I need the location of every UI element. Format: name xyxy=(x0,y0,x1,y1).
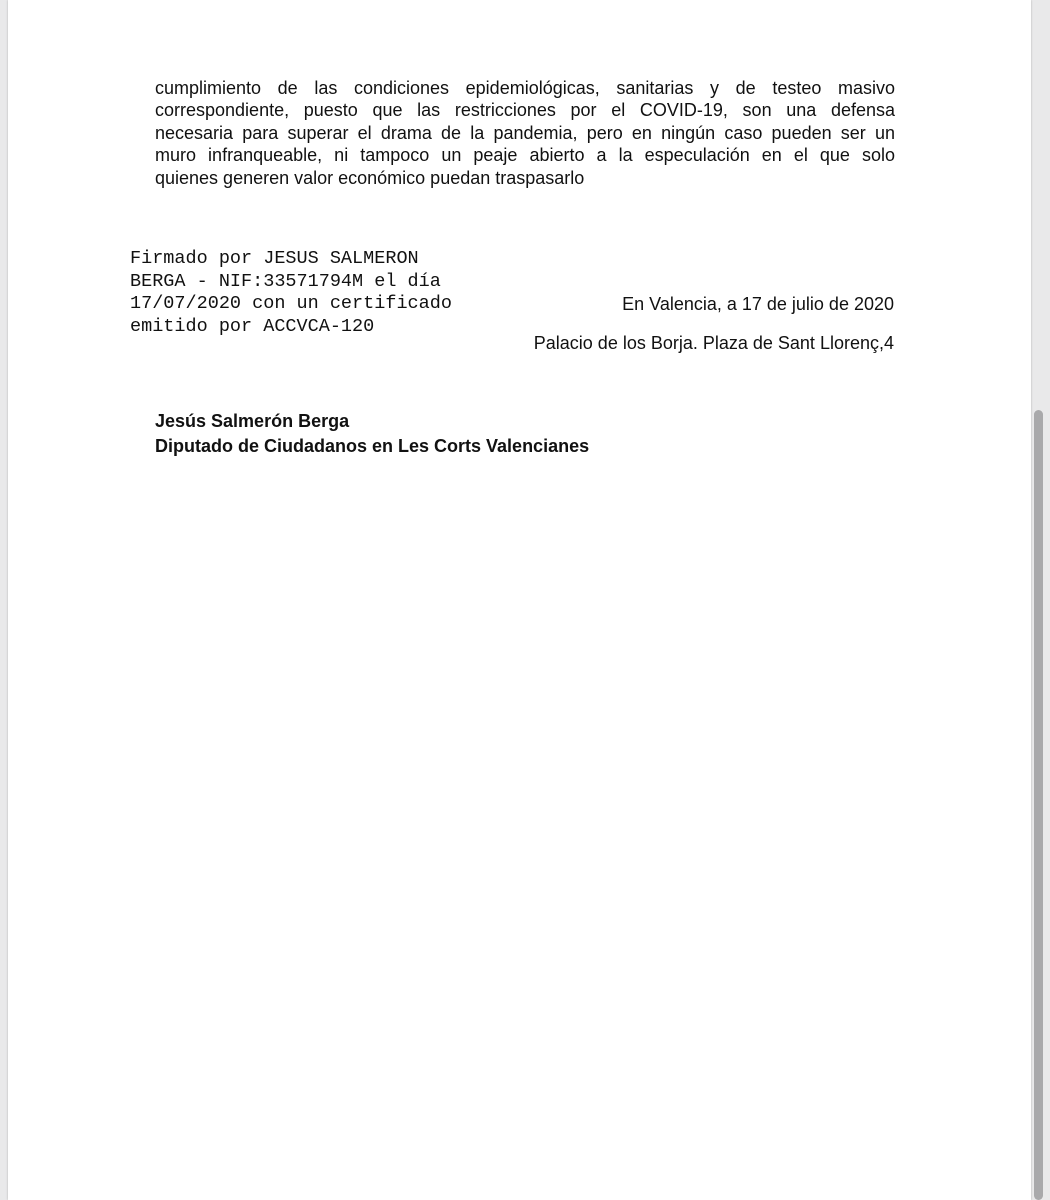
place-date: En Valencia, a 17 de julio de 2020 xyxy=(622,294,894,314)
paragraph-line: correspondiente, puesto que las restricciones por el COVID-19, son una defensa xyxy=(155,100,895,121)
signature-line: emitido por ACCVCA-120 xyxy=(130,315,375,337)
document-page xyxy=(8,0,1031,1200)
digital-signature-block xyxy=(130,248,452,338)
signer-name: Jesús Salmerón Berga xyxy=(155,411,350,431)
signer-title: Diputado de Ciudadanos en Les Corts Valencianes xyxy=(155,436,590,456)
signature-line: BERGA - NIF:33571794M el día xyxy=(130,270,441,292)
body-paragraph xyxy=(155,77,895,189)
paragraph-line: muro infranqueable, ni tampoco un peaje abierto a la especulación en el que solo xyxy=(155,145,895,166)
paragraph-line: necesaria para superar el drama de la pandemia, pero en ningún caso pueden ser un xyxy=(155,122,895,143)
signature-line: Firmado por JESUS SALMERON xyxy=(130,248,419,269)
signature-line: 17/07/2020 con un certificado xyxy=(130,293,452,314)
paragraph-line: quienes generen valor económico puedan traspasarlo xyxy=(155,167,585,188)
scrollbar-thumb[interactable] xyxy=(1034,410,1043,1200)
address: Palacio de los Borja. Plaza de Sant Llorenç,4 xyxy=(533,333,894,353)
paragraph-line: cumplimiento de las condiciones epidemiológicas, sanitarias y de testeo masivo xyxy=(155,78,895,98)
signer-block xyxy=(155,409,589,459)
